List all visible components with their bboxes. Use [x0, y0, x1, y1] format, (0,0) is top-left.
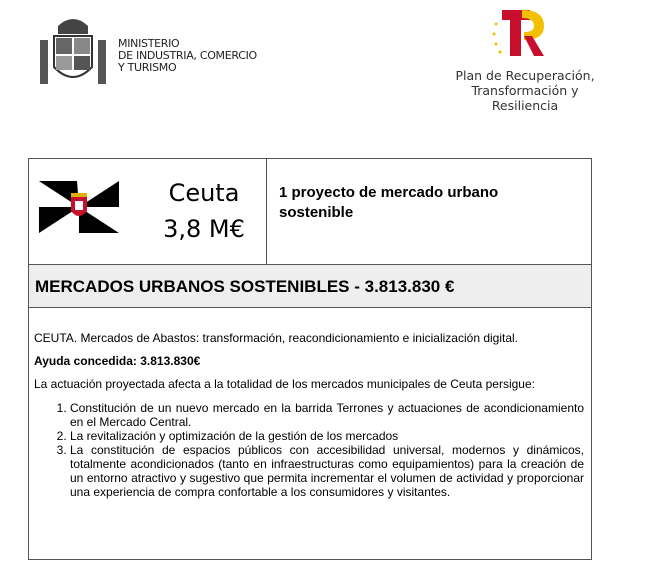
ministry-line: DE INDUSTRIA, COMERCIO	[118, 49, 257, 62]
city-name: Ceuta	[168, 179, 240, 207]
summary-row	[29, 159, 591, 265]
plan-line: Plan de Recuperación,	[455, 68, 595, 83]
intro-text: La actuación proyectada afecta a la totalidad de los mercados municipales de Ceuta persigue:	[34, 377, 535, 391]
project-count: 1 proyecto de mercado urbano sostenible	[279, 184, 499, 221]
list-item: 3. La constitución de espacios públicos con accesibilidad universal, modernos y dinámicos, totalmente acondicionados (tanto en infraestructuras como equipamientos) para la creación de un entorno atractivo y sugestivo que permita incrementar el volumen de actividad y proporcionar una experiencia de compra confortable a los consumidores y visitantes.	[70, 443, 584, 499]
plan-name	[440, 68, 610, 113]
project-table	[28, 158, 592, 560]
total-amount: 3,8 M€	[163, 215, 245, 243]
objectives-list	[34, 401, 584, 499]
ministry-name	[118, 38, 257, 74]
column-divider	[266, 159, 267, 264]
ministry-line: MINISTERIO	[118, 37, 180, 50]
aid-granted: Ayuda concedida: 3.813.830€	[34, 354, 201, 368]
project-title: CEUTA. Mercados de Abastos: transformación, reacondicionamiento e inicialización digital.	[34, 331, 519, 345]
ceuta-flag-icon	[39, 181, 119, 233]
city-summary	[149, 175, 259, 247]
plan-line: Transformación y	[471, 83, 579, 98]
ministry-line: Y TURISMO	[118, 61, 177, 74]
prtr-logo-icon	[488, 6, 553, 58]
spain-coat-of-arms-icon	[38, 12, 108, 87]
list-item: 1. Constitución de un nuevo mercado en la barrida Terrones y actuaciones de acondicionamiento en el Mercado Central.	[70, 401, 584, 429]
project-description	[34, 331, 584, 499]
list-item: 2. La revitalización y optimización de la gestión de los mercados	[70, 429, 584, 443]
plan-line: Resiliencia	[491, 98, 559, 113]
section-title: MERCADOS URBANOS SOSTENIBLES - 3.813.830 €	[29, 265, 591, 308]
